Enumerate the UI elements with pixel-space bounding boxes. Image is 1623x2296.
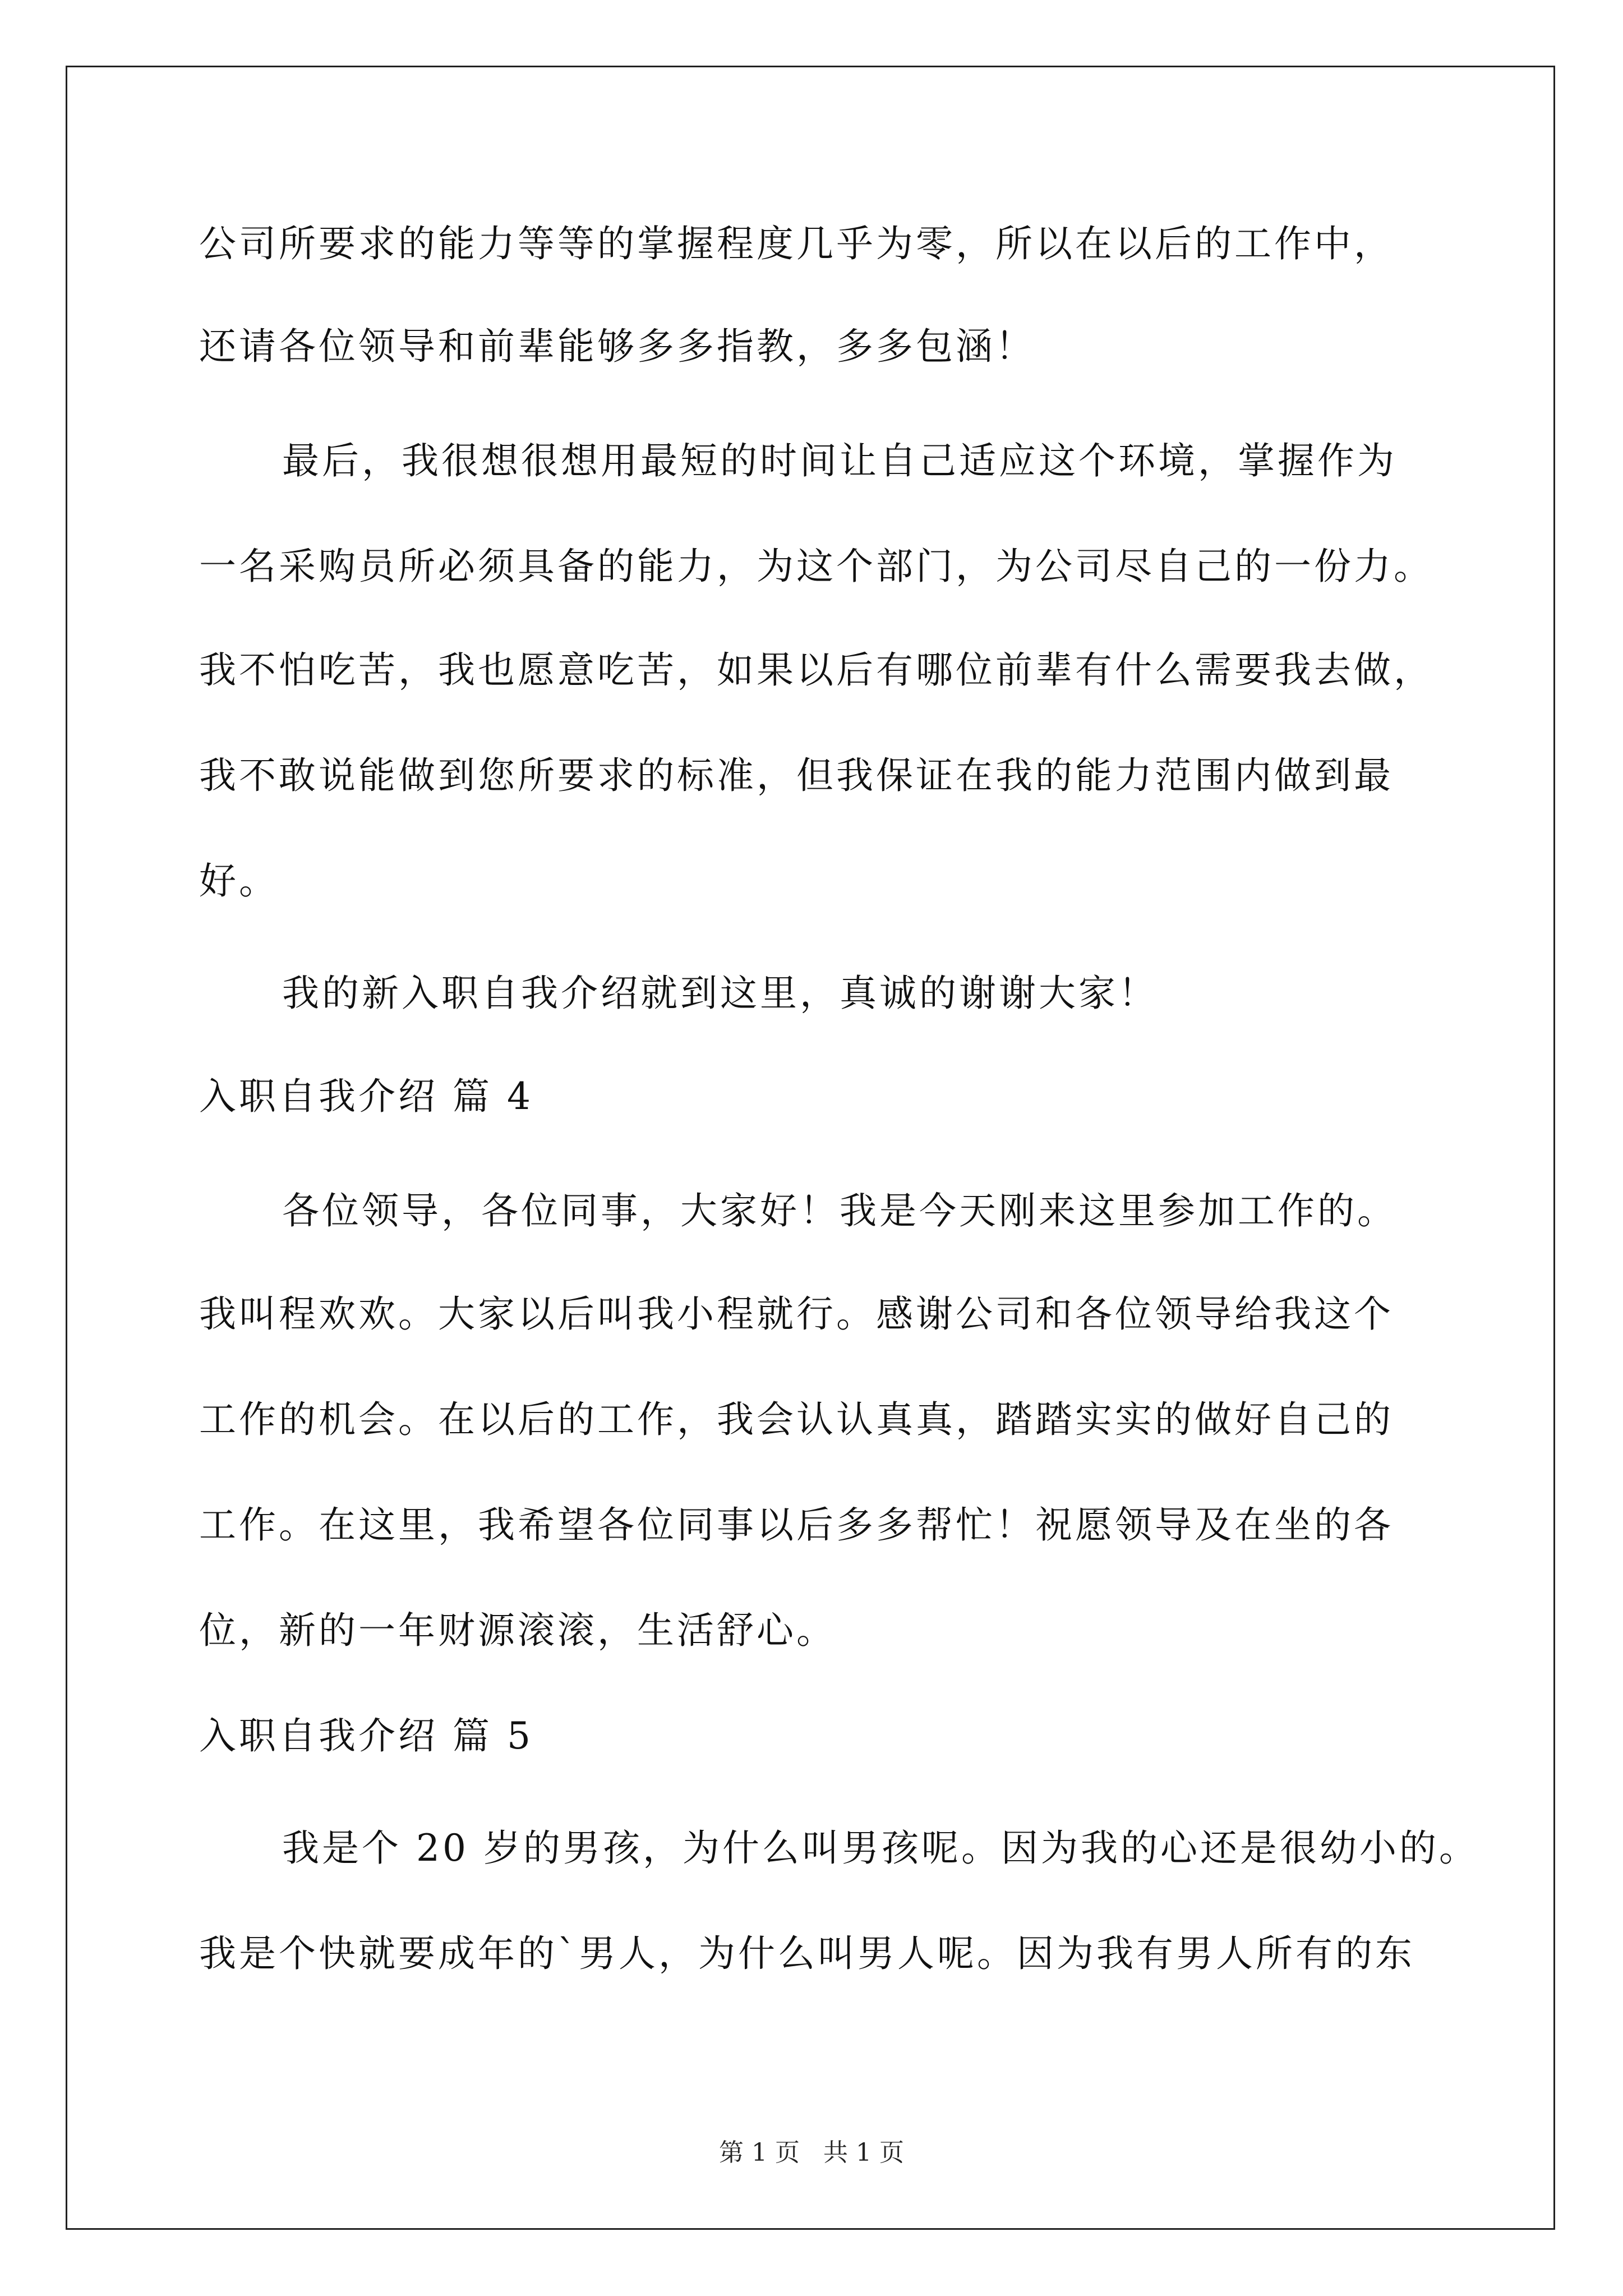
paragraph-line: 我是个 20 岁的男孩，为什么叫男孩呢。因为我的心还是很幼小的。 xyxy=(282,1826,1479,1870)
paragraph-line: 工作。在这里，我希望各位同事以后多多帮忙！祝愿领导及在坐的各 xyxy=(199,1503,1394,1547)
paragraph-line: 工作的机会。在以后的工作，我会认认真真，踏踏实实的做好自己的 xyxy=(199,1398,1394,1441)
paragraph-line: 我的新入职自我介绍就到这里，真诚的谢谢大家！ xyxy=(282,972,1158,1015)
paragraph-line: 我叫程欢欢。大家以后叫我小程就行。感谢公司和各位领导给我这个 xyxy=(199,1292,1394,1336)
paragraph-line: 公司所要求的能力等等的掌握程度几乎为零，所以在以后的工作中， xyxy=(199,222,1394,265)
page-border xyxy=(66,66,1555,2230)
paragraph-line: 我是个快就要成年的`男人，为什么叫男人呢。因为我有男人所有的东 xyxy=(199,1932,1415,1975)
paragraph-line: 我不敢说能做到您所要求的标准，但我保证在我的能力范围内做到最 xyxy=(199,754,1394,797)
paragraph-line: 一名采购员所必须具备的能力，为这个部门，为公司尽自己的一份力。 xyxy=(199,545,1433,588)
paragraph-line: 位，新的一年财源滚滚，生活舒心。 xyxy=(199,1609,836,1652)
paragraph-line: 好。 xyxy=(199,859,279,903)
section-heading: 入职自我介绍 篇 4 xyxy=(199,1075,533,1118)
paragraph-line: 还请各位领导和前辈能够多多指教，多多包涵！ xyxy=(199,325,1035,368)
section-heading: 入职自我介绍 篇 5 xyxy=(199,1714,533,1757)
paragraph-line: 我不怕吃苦，我也愿意吃苦，如果以后有哪位前辈有什么需要我去做， xyxy=(199,648,1433,692)
page-footer: 第 1 页 共 1 页 xyxy=(719,2138,904,2167)
paragraph-line: 最后，我很想很想用最短的时间让自己适应这个环境，掌握作为 xyxy=(282,439,1397,482)
paragraph-line: 各位领导，各位同事，大家好！我是今天刚来这里参加工作的。 xyxy=(282,1189,1397,1232)
